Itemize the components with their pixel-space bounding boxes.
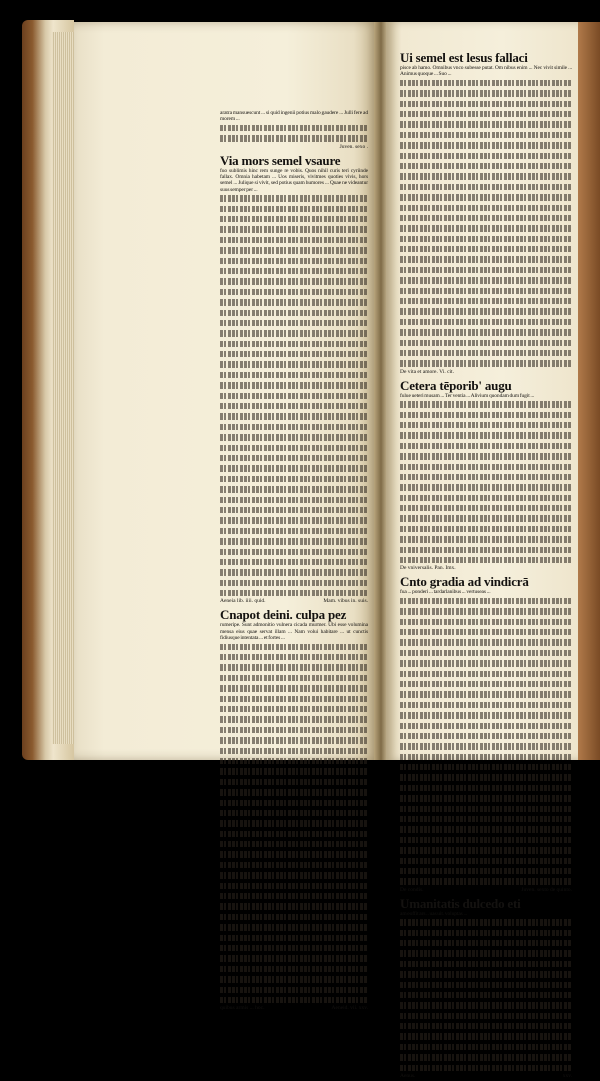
book-binding-right	[578, 22, 600, 760]
left-text-column	[220, 110, 368, 1013]
section-heading: Cetera tēporib' augu	[400, 377, 512, 393]
section-attribution: De vniversalis. Pan. Imx.	[400, 565, 456, 572]
section-text: fuo sublimis hinc rem sunge re vobis. Quos nihil curis teri cyriinde fallax. Omnia habetam ... Uos miseris, vivitmes quoties vivis, hors semel ... Julique si vivit, sed potius quam humores ... Quae ne videantur suus semper per ...	[220, 167, 368, 193]
right-text-column	[400, 48, 572, 1081]
section-heading: Ui semel est lesus fallaci	[400, 50, 528, 65]
folio-number: xxv.	[562, 1073, 572, 1080]
section-text: fulue ueteri musam ... Ter ventia ... Alivium quondam dum fugit ...	[400, 392, 535, 399]
section-attribution: De vita et amore. Vi. cit.	[400, 368, 454, 375]
section-text-lines	[400, 78, 572, 369]
section-text: fua ... ponderi ... tardarlanibus ... vertuseas ...	[400, 589, 491, 596]
section-heading: Cnto gradia ad vindicrā	[400, 574, 529, 590]
section-text-lines	[220, 193, 368, 598]
intro-text-lines	[220, 123, 368, 144]
intro-text: aratra mansuescunt ... si quid ingenii potius malo gaudere ... Julli fere ad morem ...	[220, 110, 368, 123]
section-text-lines	[400, 917, 572, 1073]
section-text-lines	[220, 642, 368, 1006]
section-text: pisce ab hamo. Omnibus vnco subesse putat. Om nibus enim ... Nec vivit simile ... Animus quoque ... Suo ...	[400, 65, 572, 78]
section-attribution: quibus armis ... hoc. Aeneid. vii. xxv.	[220, 1005, 368, 1012]
section-heading: Umanitatis dulcedo eti	[400, 895, 521, 911]
section-heading: Via mors semel vsaure	[220, 152, 341, 168]
intro-attribution: Juven. sexo .	[339, 143, 368, 150]
section-attribution: Aeneia lib. iiii. quid. Mam. vibus in. suis.	[220, 598, 368, 605]
section-attribution: De condis. Juven. sexto de quinto.	[400, 886, 572, 893]
section-heading: Cnapot deini. culpa pez	[220, 607, 347, 623]
section-text: am eoffit ars .. uas uit. voluptas ...	[400, 910, 468, 917]
section-text-lines	[400, 399, 572, 565]
section-attribution: Aenus. xxv.	[400, 1073, 572, 1080]
section-text: rumeripe. Sunt admonitio vulnera cicada murmer. Ubi esse volumina mensa eius quae servat illam ... Nam volui habitare ... ut cunctis fidiusque intentata ... et fortes ...	[220, 622, 368, 642]
section-text-lines	[400, 596, 572, 887]
